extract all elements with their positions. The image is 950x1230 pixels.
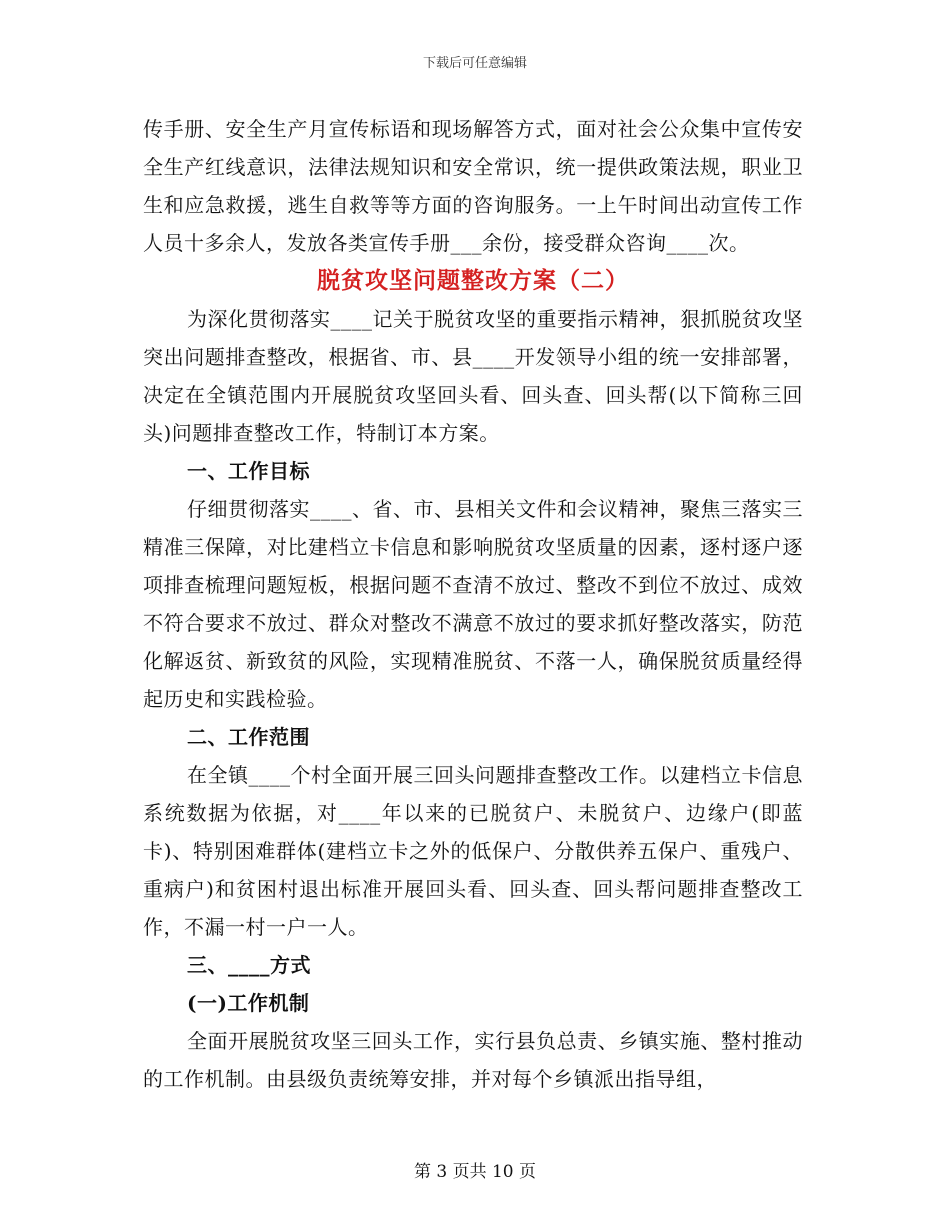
section-heading-goals: 一、工作目标: [187, 459, 310, 483]
paragraph-goals: 仔细贯彻落实____、省、市、县相关文件和会议精神，聚焦三落实三精准三保障，对比建档立卡信息和影响脱贫攻坚质量的因素，逐村逐户逐项排查梳理问题短板，根据问题不查清不放过、整改不到位不放过、成效不符合要求不放过、群众对整改不满意不放过的要求抓好整改落实，防范化解返贫、新致贫的风险，实现精准脱贫、不落一人，确保脱贫质量经得起历史和实践检验。: [143, 497, 803, 711]
paragraph-intro: 传手册、安全生产月宣传标语和现场解答方式，面对社会公众集中宣传安全生产红线意识，法律法规知识和安全常识，统一提供政策法规，职业卫生和应急救援，逃生自救等等方面的咨询服务。一上午时间出动宣传工作人员十多余人，发放各类宣传手册___余份，接受群众咨询____次。: [143, 117, 803, 255]
section-heading-method: 三、____方式: [187, 953, 311, 977]
header-note: 下载后可任意编辑: [422, 56, 527, 71]
paragraph-mechanism: 全面开展脱贫攻坚三回头工作，实行县负总责、乡镇实施、整村推动的工作机制。由县级负责统筹安排，并对每个乡镇派出指导组，: [143, 1029, 803, 1091]
paragraph-preface: 为深化贯彻落实____记关于脱贫攻坚的重要指示精神，狠抓脱贫攻坚突出问题排查整改，根据省、市、县____开发领导小组的统一安排部署，决定在全镇范围内开展脱贫攻坚回头看、回头查、回头帮(以下简称三回头)问题排查整改工作，特制订本方案。: [143, 307, 803, 445]
subsection-heading-mechanism: (一)工作机制: [187, 991, 310, 1015]
page-number: 第 3 页共 10 页: [413, 1162, 537, 1182]
document-body: [143, 110, 803, 1098]
section-heading-scope: 二、工作范围: [187, 725, 310, 749]
paragraph-scope: 在全镇____个村全面开展三回头问题排查整改工作。以建档立卡信息系统数据为依据，对____年以来的已脱贫户、未脱贫户、边缘户(即蓝卡)、特别困难群体(建档立卡之外的低保户、分散供养五保户、重残户、重病户)和贫困村退出标准开展回头看、回头查、回头帮问题排查整改工作，不漏一村一户一人。: [143, 763, 803, 939]
document-title: 脱贫攻坚问题整改方案（二）: [317, 267, 629, 294]
